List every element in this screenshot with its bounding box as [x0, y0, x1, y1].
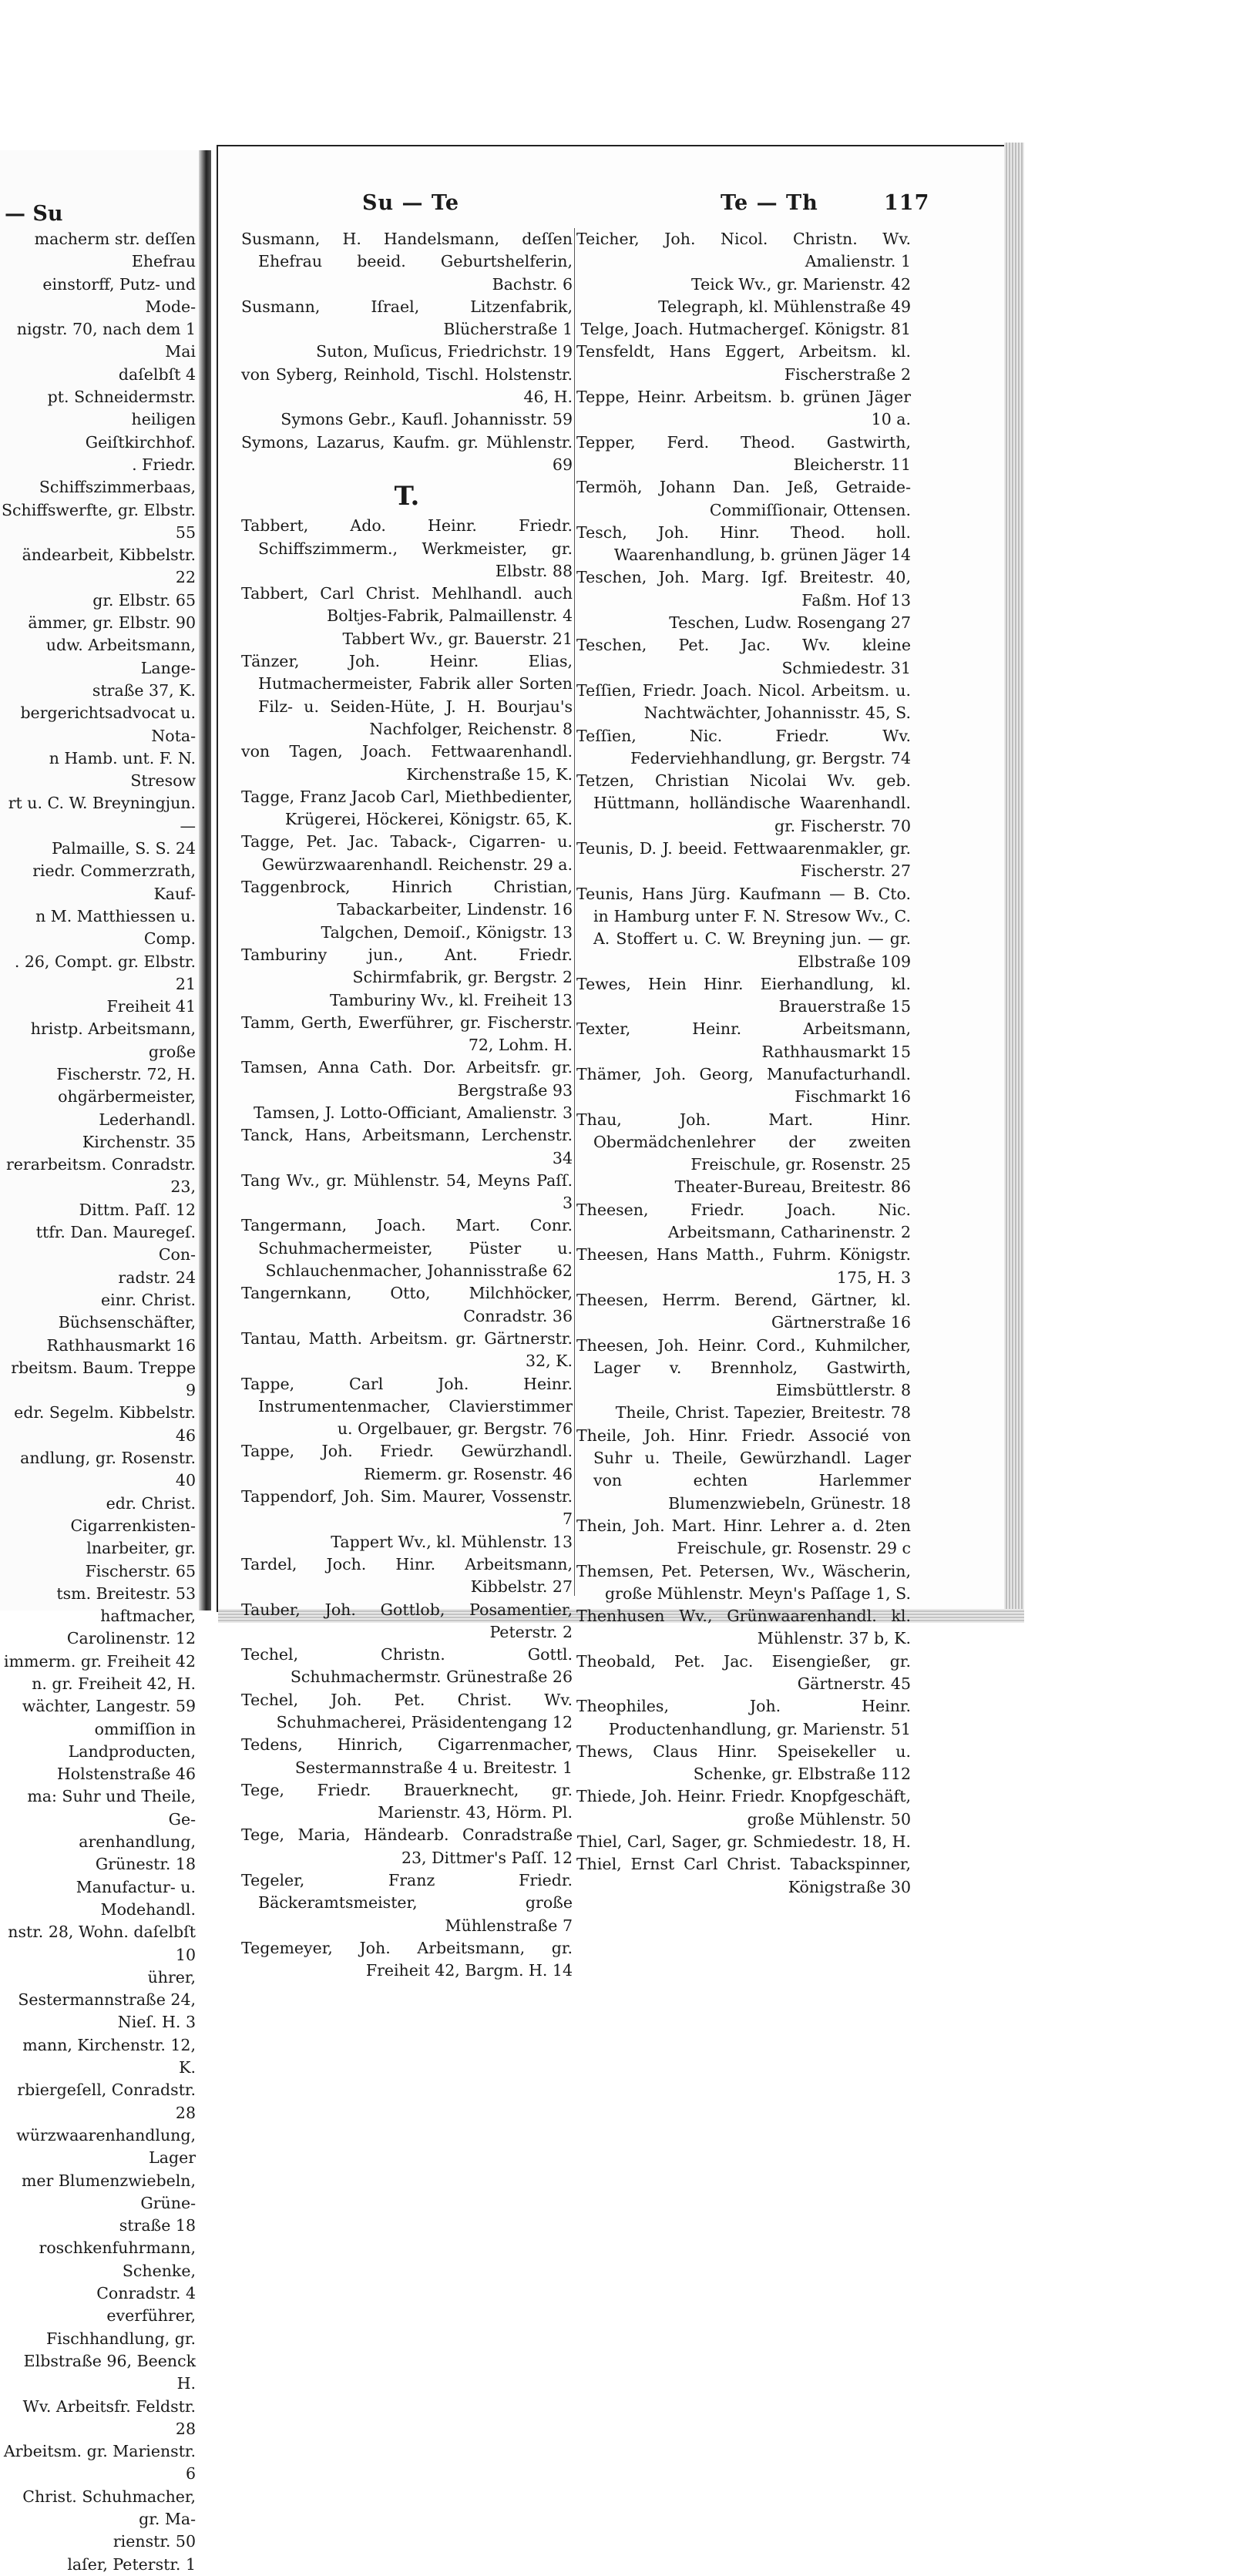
directory-entry: Tappe, Joh. Friedr. Gewürzhandl. Riemerm. gr. Rosenstr. 46: [241, 1442, 573, 1483]
facing-page-line: Nieſ. H. 3: [117, 2013, 196, 2032]
facing-page-line: tsm. Breitestr. 53: [56, 1584, 196, 1603]
directory-entry: Tensfeldt, Hans Eggert, Arbeitsm. kl. Fischerstraße 2: [576, 342, 911, 384]
facing-page-line: roschkenfuhrmann, Schenke,: [39, 2238, 196, 2280]
facing-page-line: ttfr. Dan. Mauregeſ. Con-: [35, 1223, 196, 1264]
facing-page-line: immerm. gr. Freiheit 42: [4, 1651, 196, 1671]
facing-page-line: arenhandlung, Grünestr. 18: [79, 1832, 196, 1874]
directory-entry: Tewes, Hein Hinr. Eierhandlung, kl. Brauerstraße 15: [576, 974, 911, 1016]
directory-entry: Taggenbrock, Hinrich Christian, Tabackarbeiter, Lindenstr. 16: [241, 878, 573, 919]
directory-entry: Tabbert, Ado. Heinr. Friedr. Schiffszimmerm., Werkmeister, gr. Elbstr. 88: [241, 516, 573, 580]
facing-page-line: Freiheit 41: [106, 997, 196, 1016]
facing-page-line: ämmer, gr. Elbstr. 90: [28, 613, 196, 633]
facing-page-line: Elbstraße 96, Beenck H.: [23, 2351, 196, 2393]
directory-entry: Tegeler, Franz Friedr. Bäckeramtsmeister, große Mühlenstraße 7: [241, 1871, 573, 1935]
facing-page-line: einstorff, Putz- und Mode-: [42, 274, 196, 316]
directory-entry: Tangermann, Joach. Mart. Conr. Schuhmachermeister, Püster u. Schlauchenmacher, Johannisstraße 62: [241, 1216, 573, 1281]
facing-page-line: mann, Kirchenstr. 12, K.: [22, 2035, 196, 2077]
facing-page-line: Manufactur- u. Modehandl.: [76, 1877, 196, 1919]
directory-entry: Techel, Joh. Pet. Christ. Wv. Schuhmacherei, Präsidentengang 12: [241, 1690, 573, 1731]
book-gutter: [199, 150, 211, 1610]
facing-page-line: everführer, Fischhandlung, gr.: [45, 2306, 196, 2348]
directory-entry: Susmann, Iſrael, Litzenfabrik, Blücherstraße 1: [241, 297, 573, 339]
facing-page-line: haftmacher, Carolinenstr. 12: [66, 1607, 196, 1648]
facing-page-line: Arbeitsm. gr. Marienstr. 6: [3, 2442, 196, 2484]
directory-entry: Tauber, Joh. Gottlob, Posamentier, Peterstr. 2: [241, 1600, 573, 1641]
facing-page-line: Fischerstr. 72, H.: [56, 1064, 196, 1083]
directory-entry: Teicher, Joh. Nicol. Christn. Wv. Amalienstr. 1: [576, 230, 911, 271]
entries-column-right: [576, 228, 911, 1899]
running-head-right: Te — Th: [721, 191, 818, 215]
directory-entry: Tang Wv., gr. Mühlenstr. 54, Meyns Paſſ. 3: [241, 1170, 573, 1213]
directory-entry: Tappe, Carl Joh. Heinr. Instrumentenmacher, Clavierstimmer u. Orgelbauer, gr. Bergstr. 76: [241, 1374, 573, 1439]
directory-entry: Tänzer, Joh. Heinr. Elias, Hutmachermeister, Fabrik aller Sorten Filz- u. Seiden-Hüte, J. H. Bourjau's Nachfolger, Reichenstr. 8: [241, 652, 573, 738]
directory-entry: Thews, Claus Hinr. Speisekeller u. Schenke, gr. Elbstraße 112: [576, 1741, 911, 1784]
facing-page-line: Geiſtkirchhof.: [85, 432, 196, 452]
page-stack-edge: [1004, 143, 1024, 1610]
directory-entry: Tesch, Joh. Hinr. Theod. holl. Waarenhandlung, b. grünen Jäger 14: [576, 522, 911, 565]
directory-entry: Tantau, Matth. Arbeitsm. gr. Gärtnerstr. 32, K.: [241, 1328, 573, 1371]
directory-entry: Tappendorf, Joh. Sim. Maurer, Vossenstr. 7: [241, 1487, 573, 1529]
directory-entry: von Tagen, Joach. Fettwaarenhandl. Kirchenstraße 15, K.: [241, 742, 573, 784]
facing-page-line: rbeitsm. Baum. Treppe 9: [11, 1358, 196, 1400]
page-number: 117: [884, 191, 930, 215]
directory-entry: Thenhusen Wv., Grünwaarenhandl. kl. Mühlenstr. 37 b, K.: [576, 1607, 911, 1648]
directory-entry: Thiel, Carl, Sager, gr. Schmiedestr. 18, H.: [576, 1832, 911, 1852]
directory-entry: Teschen, Ludw. Rosengang 27: [669, 613, 911, 633]
facing-page-line: laſer, Peterstr. 1: [67, 2554, 196, 2574]
directory-entry: Symons, Lazarus, Kaufm. gr. Mühlenstr. 69: [241, 432, 573, 474]
directory-entry: Tegemeyer, Joh. Arbeitsmann, gr. Freiheit 42, Bargm. H. 14: [241, 1938, 573, 1980]
facing-page-line: einr. Christ. Büchsenschäfter,: [58, 1290, 196, 1332]
facing-page-line: gr. Elbstr. 65: [92, 590, 196, 610]
facing-page-line: Schiffswerfte, gr. Elbstr. 55: [2, 500, 197, 542]
directory-entry: Tetzen, Christian Nicolai Wv. geb. Hüttmann, holländische Waarenhandl. gr. Fischerstr. 70: [576, 771, 911, 835]
directory-entry: Theesen, Friedr. Joach. Nic. Arbeitsmann, Catharinenstr. 2: [576, 1200, 911, 1242]
directory-entry: Teunis, Hans Jürg. Kaufmann — B. Cto. in Hamburg unter F. N. Stresow Wv., C. A. Stoffert u. C. W. Breyning jun. — gr. Elbstraße 109: [576, 884, 911, 971]
directory-entry: Theesen, Joh. Heinr. Cord., Kuhmilcher, Lager v. Brennholz, Gastwirth, Eimsbüttlerstr. 8: [576, 1335, 911, 1400]
facing-page-line: Conradstr. 4: [96, 2284, 196, 2303]
directory-entry: Teſſien, Nic. Friedr. Wv. Federviehhandlung, gr. Bergstr. 74: [576, 726, 911, 767]
directory-entry: Tabbert, Carl Christ. Mehlhandl. auch Boltjes-Fabrik, Palmaillenstr. 4: [241, 584, 573, 626]
directory-entry: Teschen, Pet. Jac. Wv. kleine Schmiedestr. 31: [576, 636, 911, 677]
directory-entry: Theobald, Pet. Jac. Eisengießer, gr. Gärtnerstr. 45: [576, 1651, 911, 1693]
facing-page-line: rerarbeitsm. Conradstr. 23,: [6, 1155, 196, 1197]
directory-entry: Thiede, Joh. Heinr. Friedr. Knopfgeschäft, große Mühlenstr. 50: [576, 1787, 912, 1829]
facing-page-line: würzwaarenhandlung, Lager: [16, 2125, 196, 2168]
facing-page-line: daſelbſt 4: [118, 364, 196, 384]
facing-page-line: hristp. Arbeitsmann, große: [30, 1019, 196, 1061]
facing-page-line: udw. Arbeitsmann, Lange-: [45, 636, 196, 677]
facing-page-line: . Friedr. Schiffszimmerbaas,: [39, 455, 196, 497]
section-letter: T.: [394, 481, 420, 512]
directory-entry: Theophiles, Joh. Heinr. Productenhandlung, gr. Marienstr. 51: [576, 1697, 911, 1738]
facing-page-line: nstr. 28, Wohn. daſelbſt 10: [8, 1923, 196, 1964]
directory-entry: Theater-Bureau, Breitestr. 86: [674, 1177, 911, 1197]
directory-entry: Tamsen, Anna Cath. Dor. Arbeitsfr. gr. Bergstraße 93: [241, 1058, 573, 1100]
directory-entry: Teunis, D. J. beeid. Fettwaarenmakler, gr. Fischerstr. 27: [576, 839, 911, 881]
directory-entry: Thiel, Ernst Carl Christ. Tabackspinner, Königstraße 30: [576, 1855, 911, 1896]
directory-entry: Thau, Joh. Mart. Hinr. Obermädchenlehrer der zweiten Freischule, gr. Rosenstr. 25: [576, 1110, 911, 1174]
facing-page-line: Rathhausmarkt 16: [46, 1335, 196, 1355]
facing-page-line: ohgärbermeister, Lederhandl.: [58, 1087, 196, 1129]
directory-entry: Tedens, Hinrich, Cigarrenmacher, Sestermannstraße 4 u. Breitestr. 1: [241, 1735, 573, 1777]
entries-column-left: [241, 228, 573, 1983]
directory-entry: Themsen, Pet. Petersen, Wv., Wäscherin, große Mühlenstr. Meyn's Paſſage 1, S.: [576, 1561, 911, 1603]
directory-entry: Teppe, Heinr. Arbeitsm. b. grünen Jäger 10 a.: [576, 388, 911, 429]
facing-page-head: — Su: [5, 202, 63, 226]
directory-entry: Tamburiny jun., Ant. Friedr. Schirmfabrik, gr. Bergstr. 2: [241, 945, 573, 987]
facing-page-line: andlung, gr. Rosenstr. 40: [20, 1449, 196, 1490]
facing-page-line: Holstenstraße 46: [56, 1765, 196, 1784]
directory-entry: Suton, Muſicus, Friedrichstr. 19: [316, 342, 573, 361]
directory-entry: Tagge, Pet. Jac. Taback-, Cigarren- u. Gewürzwaarenhandl. Reichenstr. 29 a.: [241, 832, 573, 874]
facing-page-line: rt u. C. W. Breyningjun.—: [8, 794, 196, 835]
facing-page-line: n. gr. Freiheit 42, H.: [32, 1674, 196, 1693]
facing-page-line: riedr. Commerzrath, Kauf-: [32, 861, 196, 903]
directory-entry: Symons Gebr., Kaufl. Johannisstr. 59: [281, 410, 573, 429]
facing-page-line: bergerichtsadvocat u. Nota-: [20, 704, 196, 745]
facing-page-line: ma: Suhr und Theile, Ge-: [27, 1787, 196, 1829]
facing-page-line: Palmaille, S. S. 24: [52, 839, 196, 858]
facing-page-line: Kirchenstr. 35: [82, 1132, 196, 1151]
directory-entry: Tappert Wv., kl. Mühlenstr. 13: [331, 1532, 573, 1551]
directory-entry: Tangernkann, Otto, Milchhöcker, Conradstr. 36: [241, 1284, 573, 1325]
directory-entry: Tege, Friedr. Brauerknecht, gr. Marienstr. 43, Hörm. Pl.: [241, 1780, 573, 1822]
directory-entry: Tanck, Hans, Arbeitsmann, Lerchenstr. 34: [241, 1126, 573, 1167]
facing-page-line: lnarbeiter, gr. Fischerstr. 65: [85, 1539, 196, 1580]
facing-page-line: straße 37, K.: [92, 680, 196, 700]
directory-entry: Tamm, Gerth, Ewerführer, gr. Fischerstr. 72, Lohm. H.: [241, 1013, 573, 1055]
facing-page-line: nigstr. 70, nach dem 1 Mai: [16, 320, 196, 361]
directory-entry: Theesen, Hans Matth., Fuhrm. Königstr. 175, H. 3: [576, 1245, 911, 1287]
directory-entry: Tepper, Ferd. Theod. Gastwirth, Bleicherstr. 11: [576, 432, 911, 474]
directory-entry: Theesen, Herrm. Berend, Gärtner, kl. Gärtnerstraße 16: [576, 1290, 911, 1332]
facing-page-line: mer Blumenzwiebeln, Grüne-: [21, 2171, 196, 2212]
directory-entry: Teſſien, Friedr. Joach. Nicol. Arbeitsm. u. Nachtwächter, Johannisstr. 45, S.: [576, 680, 911, 723]
column-divider: [574, 228, 575, 1596]
facing-page-line: wächter, Langestr. 59: [22, 1697, 196, 1716]
facing-page-line: rienstr. 50: [113, 2532, 196, 2551]
directory-entry: Thämer, Joh. Georg, Manufacturhandl. Fischmarkt 16: [576, 1064, 911, 1107]
facing-page-line: ührer, Sestermannstraße 24,: [18, 1967, 196, 2010]
directory-entry: Tabbert Wv., gr. Bauerstr. 21: [342, 629, 573, 648]
directory-entry: Theile, Joh. Hinr. Friedr. Associé von Suhr u. Theile, Gewürzhandl. Lager von echten Harlemmer Blumenzwiebeln, Grünestr. 18: [576, 1426, 911, 1513]
directory-entry: Tamsen, J. Lotto-Officiant, Amalienstr. 3: [254, 1103, 573, 1122]
facing-page-column: [2, 228, 196, 2576]
running-head-left: Su — Te: [362, 191, 460, 215]
directory-entry: Tardel, Joch. Hinr. Arbeitsmann, Kibbelstr. 27: [241, 1554, 573, 1597]
facing-page-line: ommiſſion in Landproducten,: [68, 1719, 196, 1761]
directory-entry: Techel, Christn. Gottl. Schuhmachermstr. Grünestraße 26: [241, 1645, 573, 1687]
facing-page-line: n M. Matthiessen u. Comp.: [35, 906, 196, 949]
directory-entry: von Syberg, Reinhold, Tischl. Holstenstr. 46, H.: [241, 364, 573, 407]
directory-entry: Tamburiny Wv., kl. Freiheit 13: [330, 990, 573, 1009]
directory-entry: Telegraph, kl. Mühlenstraße 49: [658, 297, 911, 316]
directory-entry: Thein, Joh. Mart. Hinr. Lehrer a. d. 2ten Freischule, gr. Rosenstr. 29 c: [576, 1516, 911, 1558]
directory-entry: Teschen, Joh. Marg. Igf. Breitestr. 40, Faßm. Hof 13: [576, 568, 911, 610]
directory-entry: Texter, Heinr. Arbeitsmann, Rathhausmarkt 15: [576, 1019, 911, 1061]
directory-entry: Theile, Christ. Tapezier, Breitestr. 78: [615, 1403, 911, 1422]
facing-page-line: macherm str. deſſen Ehefrau: [34, 230, 196, 271]
directory-entry: Teick Wv., gr. Marienstr. 42: [691, 274, 911, 294]
facing-page-line: Dittm. Paſſ. 12: [79, 1200, 196, 1219]
facing-page-line: n Hamb. unt. F. N. Stresow: [49, 748, 196, 791]
directory-entry: Telge, Joach. Hutmachergeſ. Königstr. 81: [580, 320, 911, 339]
facing-page-line: radstr. 24: [118, 1268, 196, 1287]
directory-entry: Tagge, Franz Jacob Carl, Miethbedienter, Krügerei, Höckerei, Königstr. 65, K.: [241, 787, 573, 829]
facing-page-line: Wv. Arbeitsfr. Feldstr. 28: [22, 2396, 196, 2438]
directory-entry: Termöh, Johann Dan. Jeß, Getraide-Commiſſionair, Ottensen.: [576, 478, 911, 519]
directory-entry: Tege, Maria, Händearb. Conradstraße 23, Dittmer's Paſſ. 12: [241, 1825, 573, 1867]
facing-page-line: Christ. Schuhmacher, gr. Ma-: [22, 2487, 196, 2528]
facing-page-line: straße 18: [119, 2216, 196, 2235]
directory-entry: Susmann, H. Handelsmann, deſſen Ehefrau beeid. Geburtshelferin, Bachstr. 6: [241, 230, 573, 294]
directory-entry: Talgchen, Demoiſ., Königstr. 13: [321, 922, 573, 942]
facing-page-line: ändearbeit, Kibbelstr. 22: [22, 546, 196, 587]
facing-page-line: edr. Segelm. Kibbelstr. 46: [14, 1403, 196, 1445]
facing-page-line: rbiergeſell, Conradstr. 28: [17, 2081, 196, 2122]
facing-page-line: . 26, Compt. gr. Elbstr. 21: [14, 952, 196, 993]
facing-page-line: edr. Christ. Cigarrenkisten-: [70, 1493, 196, 1535]
facing-page-line: pt. Schneidermstr. heiligen: [47, 388, 196, 429]
